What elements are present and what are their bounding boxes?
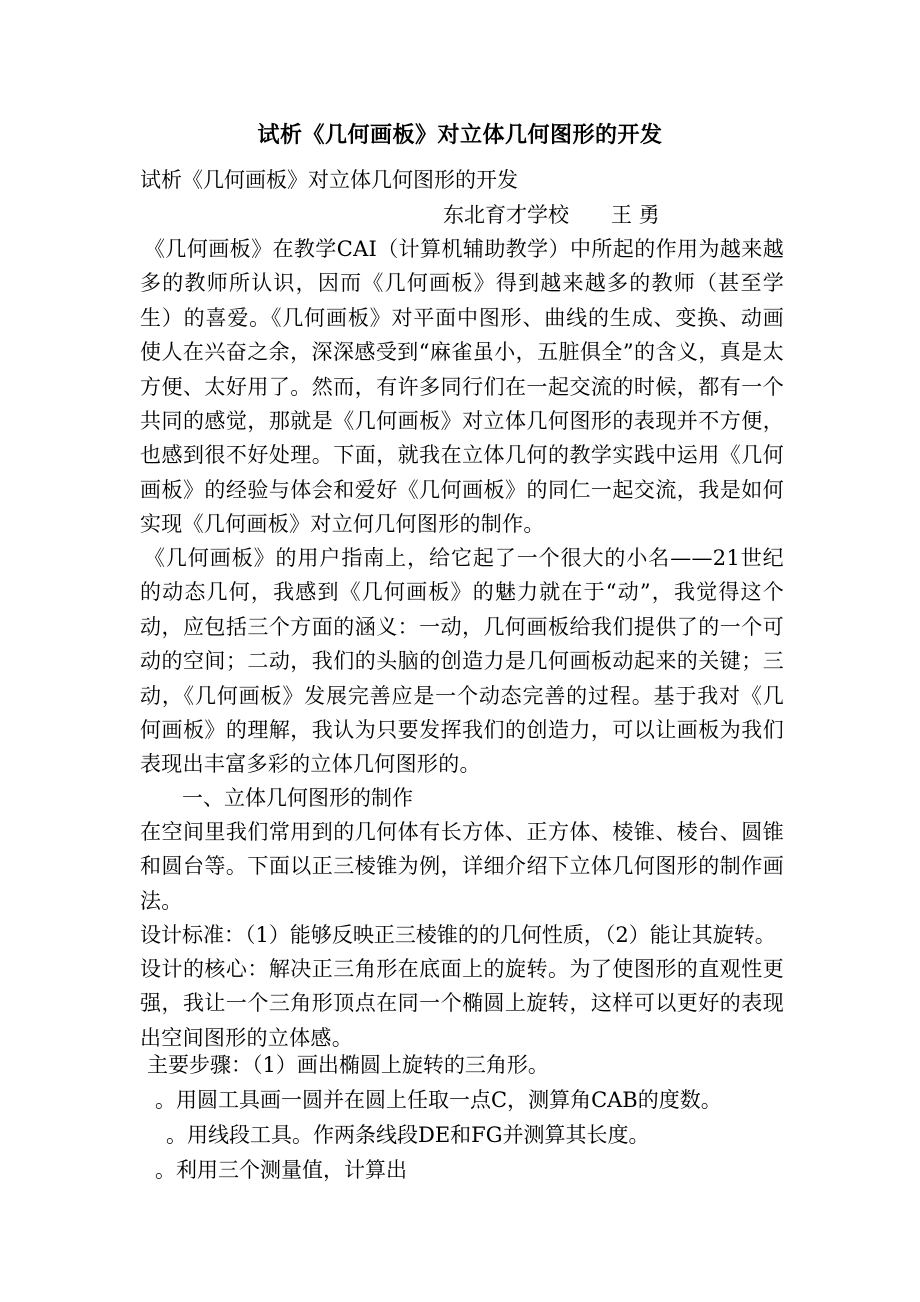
body-paragraph-1: 《几何画板》在教学CAI（计算机辅助教学）中所起的作用为越来越多的教师所认识，因而《几何画板》得到越来越多的教师（甚至学生）的喜爱。《几何画板》对平面中图形、曲线的生成、变换、动画使人在兴奋之余，深深感受到“麻雀虽小，五脏俱全”的含义，真是太方便、太好用了。然而，有许多同行们在一起交流的时候，都有一个共同的感觉，那就是《几何画板》对立体几何图形的表现并不方便，也感到很不好处理。下面，就我在立体几何的教学实践中运用《几何画板》的经验与体会和爱好《几何画板》的同仁一起交流，我是如何实现《几何画板》对立何几何图形的制作。 — [140, 237, 784, 537]
step-item-1: 。用圆工具画一圆并在圆上任取一点C，测算角CAB的度数。 — [155, 1088, 722, 1112]
design-core: 设计的核心：解决正三角形在底面上的旋转。为了使图形的直观性更强，我让一个三角形顶点在同一个椭圆上旋转，这样可以更好的表现出空间图形的立体感。 — [140, 957, 784, 1050]
section-paragraph: 在空间里我们常用到的几何体有长方体、正方体、棱锥、棱台、圆锥和圆台等。下面以正三棱锥为例，详细介绍下立体几何图形的制作画法。 — [140, 820, 784, 913]
document-subtitle: 试析《几何画板》对立体几何图形的开发 — [140, 168, 518, 192]
step-item-2: 。用线段工具。作两条线段DE和FG并测算其长度。 — [166, 1123, 650, 1147]
design-standard: 设计标准：（1）能够反映正三棱锥的的几何性质，（2）能让其旋转。 — [140, 923, 776, 947]
section-heading: 一、立体几何图形的制作 — [182, 786, 413, 810]
main-steps: 主要步骤：（1）画出椭圆上旋转的三角形。 — [147, 1053, 549, 1077]
document-title: 试析《几何画板》对立体几何图形的开发 — [257, 122, 663, 148]
step-item-3: 。利用三个测量值，计算出 — [155, 1158, 407, 1182]
body-paragraph-2: 《几何画板》的用户指南上，给它起了一个很大的小名——21世纪的动态几何，我感到《几何画板》的魅力就在于“动”，我觉得这个动，应包括三个方面的涵义：一动，几何画板给我们提供了的一个可动的空间；二动，我们的头脑的创造力是几何画板动起来的关键；三动，《几何画板》发展完善应是一个动态完善的过程。基于我对《几何画板》的理解，我认为只要发挥我们的创造力，可以让画板为我们表现出丰富多彩的立体几何图形的。 — [140, 546, 784, 777]
author-line: 东北育才学校 王 勇 — [443, 203, 660, 227]
